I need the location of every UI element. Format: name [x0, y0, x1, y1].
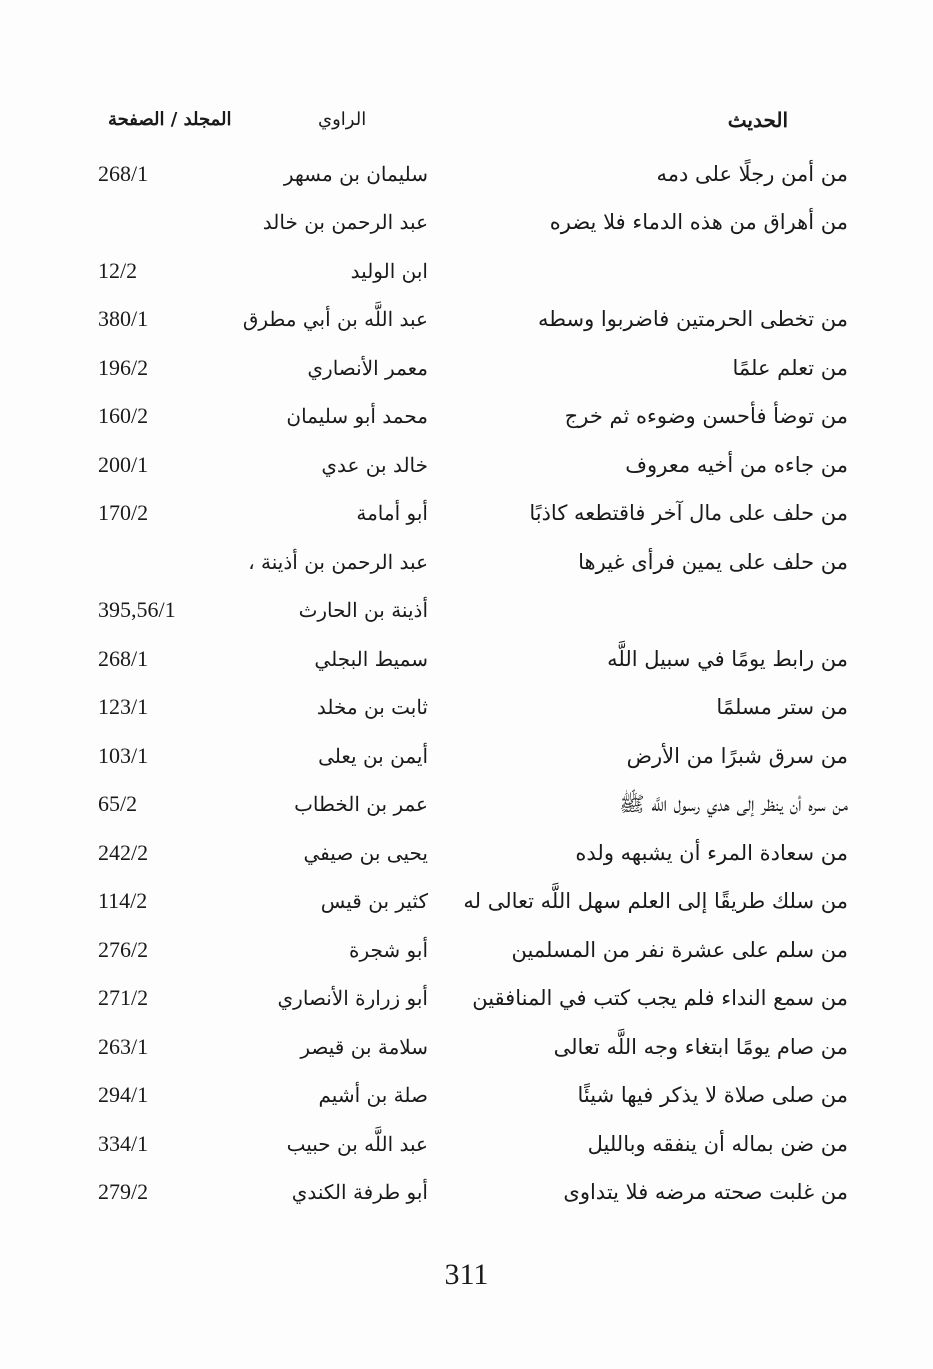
narrator: سميط البجلي — [314, 647, 428, 671]
volume-page: 170/2 — [98, 500, 149, 525]
table-row — [0, 542, 933, 582]
narrator: عبد الرحمن بن أذينة ، — [248, 550, 428, 574]
table-row — [0, 493, 933, 533]
hadith-text: من سلك طريقًا إلى العلم سهل اللَّه تعالى له — [463, 889, 848, 913]
narrator: أيمن بن يعلى — [318, 744, 428, 768]
hadith-text — [448, 251, 848, 291]
volume-page: 268/1 — [98, 161, 149, 186]
volume-page: 123/1 — [98, 694, 149, 719]
table-row — [0, 396, 933, 436]
hadith-text: من أهراق من هذه الدماء فلا يضره — [549, 210, 848, 234]
table-row — [0, 736, 933, 776]
volume-page: 334/1 — [98, 1131, 149, 1156]
table-row — [0, 930, 933, 970]
narrator: أبو أمامة — [356, 501, 428, 525]
narrator: سلامة بن قيصر — [300, 1035, 428, 1059]
table-row — [0, 784, 933, 824]
narrator: صلة بن أشيم — [318, 1083, 428, 1107]
table-row — [0, 299, 933, 339]
volume-page: 200/1 — [98, 452, 149, 477]
hadith-text: من رابط يومًا في سبيل اللَّه — [607, 647, 848, 671]
narrator: معمر الأنصاري — [307, 356, 428, 380]
hadith-text: من سمع النداء فلم يجب كتب في المنافقين — [472, 986, 848, 1010]
table-row — [0, 1124, 933, 1164]
volume-page: 160/2 — [98, 403, 149, 428]
hadith-text: من صام يومًا ابتغاء وجه اللَّه تعالى — [553, 1035, 848, 1059]
hadith-text: من سرق شبرًا من الأرض — [626, 744, 848, 768]
table-row — [0, 445, 933, 485]
hadith-text: من سعادة المرء أن يشبهه ولده — [575, 841, 848, 865]
narrator: أبو زرارة الأنصاري — [277, 986, 428, 1010]
hadith-text: من حلف على مال آخر فاقتطعه كاذبًا — [529, 501, 848, 525]
table-row — [0, 1075, 933, 1115]
narrator: ثابت بن مخلد — [316, 695, 428, 719]
table-row — [0, 833, 933, 873]
table-row — [0, 154, 933, 194]
narrator: يحيى بن صيفي — [303, 841, 428, 865]
page-number: 311 — [444, 1258, 489, 1291]
narrator: محمد أبو سليمان — [286, 404, 428, 428]
table-row — [0, 687, 933, 727]
volume-page: 114/2 — [98, 888, 148, 913]
table-row — [0, 251, 933, 291]
narrator: أبو طرفة الكندي — [291, 1180, 428, 1204]
header-rawi: الراوي — [318, 109, 367, 130]
header-hadith: الحديث — [727, 108, 788, 132]
volume-page: 276/2 — [98, 937, 149, 962]
volume-page: 380/1 — [98, 306, 149, 331]
volume-page: 263/1 — [98, 1034, 149, 1059]
hadith-text: من صلى صلاة لا يذكر فيها شيئًا — [577, 1083, 848, 1107]
table-header — [0, 100, 933, 140]
volume-page: 65/2 — [98, 791, 138, 816]
hadith-text: من أمن رجلًا على دمه — [656, 162, 848, 186]
hadith-text: من تعلم علمًا — [732, 356, 848, 380]
table-row — [0, 202, 933, 242]
narrator: عبد اللَّه بن أبي مطرق — [242, 307, 428, 331]
hadith-text: من توضأ فأحسن وضوءه ثم خرج — [564, 404, 848, 428]
volume-page: 103/1 — [98, 743, 149, 768]
hadith-text: من جاءه من أخيه معروف — [625, 453, 848, 477]
volume-page: 294/1 — [98, 1082, 149, 1107]
hadith-text: من ستر مسلمًا — [716, 695, 848, 719]
hadith-text: من سره أن ينظر إلى هدي رسول اللَّه ﷺ — [619, 792, 848, 816]
table-row — [0, 639, 933, 679]
hadith-text: من حلف على يمين فرأى غيرها — [578, 550, 848, 574]
hadith-text: من سلم على عشرة نفر من المسلمين — [511, 938, 848, 962]
narrator: أبو شجرة — [349, 938, 428, 962]
volume-page — [98, 542, 218, 582]
table-row — [0, 1172, 933, 1212]
volume-page: 242/2 — [98, 840, 149, 865]
volume-page: 271/2 — [98, 985, 149, 1010]
narrator: سليمان بن مسهر — [283, 162, 428, 186]
header-volume-page: المجلد / الصفحة — [108, 109, 232, 130]
hadith-text: من غلبت صحته مرضه فلا يتداوى — [563, 1180, 848, 1204]
table-row — [0, 1027, 933, 1067]
volume-page: 268/1 — [98, 646, 149, 671]
narrator: كثير بن قيس — [320, 889, 428, 913]
hadith-text: من ضن بماله أن ينفقه وبالليل — [587, 1132, 848, 1156]
volume-page: 279/2 — [98, 1179, 149, 1204]
volume-page: 395,56/1 — [98, 597, 176, 622]
narrator: عمر بن الخطاب — [294, 792, 428, 816]
hadith-text — [448, 590, 848, 630]
table-row — [0, 881, 933, 921]
narrator: عبد اللَّه بن حبيب — [286, 1132, 428, 1156]
table-row — [0, 978, 933, 1018]
narrator: أذينة بن الحارث — [298, 598, 428, 622]
volume-page: 12/2 — [98, 258, 138, 283]
volume-page — [98, 202, 218, 242]
table-row — [0, 590, 933, 630]
narrator: ابن الوليد — [350, 259, 428, 283]
narrator: خالد بن عدي — [321, 453, 428, 477]
narrator: عبد الرحمن بن خالد — [262, 210, 428, 234]
table-row — [0, 348, 933, 388]
volume-page: 196/2 — [98, 355, 149, 380]
hadith-text: من تخطى الحرمتين فاضربوا وسطه — [538, 307, 848, 331]
